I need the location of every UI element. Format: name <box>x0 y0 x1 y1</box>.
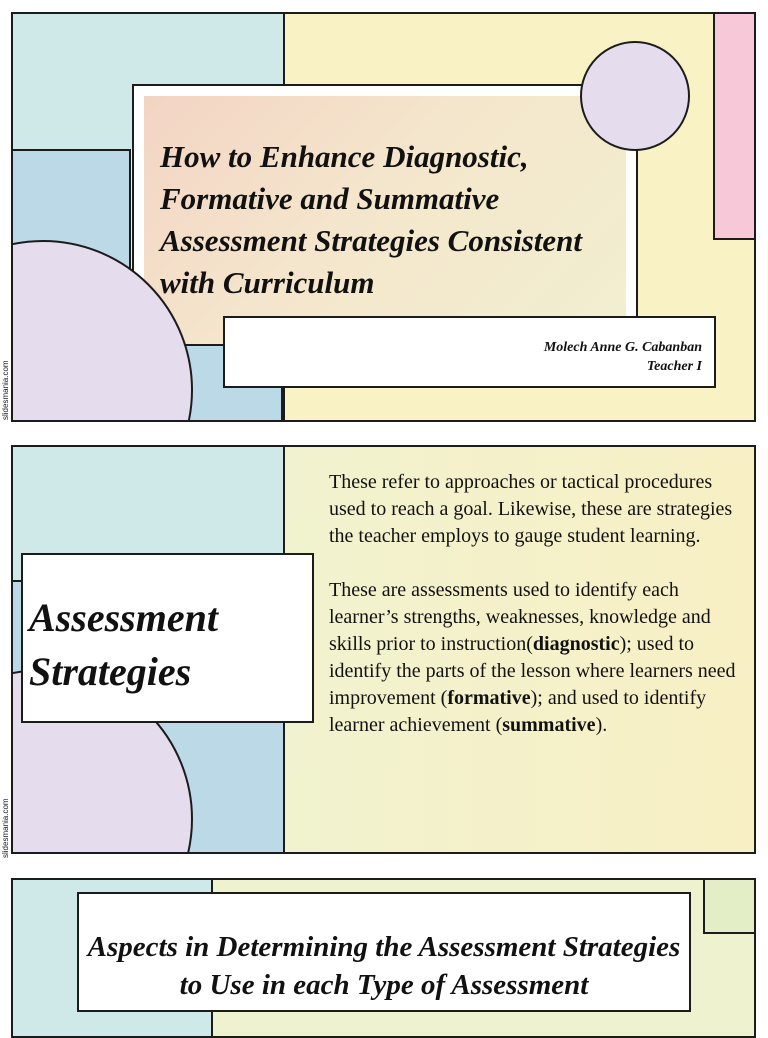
term-diagnostic: diagnostic <box>532 633 620 655</box>
slide-aspects <box>11 878 756 1038</box>
author-role: Teacher I <box>646 359 702 374</box>
slide-heading: Aspects in Determining the Assessment Strategies to Use in each Type of Assessment <box>87 931 681 1001</box>
author-box <box>223 316 716 388</box>
text-segment: ); and used to identify learner achievement ( <box>329 687 707 736</box>
text-segment: ); used to identify the parts of the lesson where learners need improvement ( <box>329 633 736 709</box>
watermark-slide2: slidesmania.com <box>1 798 10 858</box>
slide-title <box>11 12 756 422</box>
watermark-slide1: slidesmania.com <box>1 360 10 420</box>
slide-assessment-strategies <box>11 445 756 854</box>
term-formative: formative <box>447 687 531 709</box>
green-square <box>703 878 756 934</box>
paragraph-definition: These refer to approaches or tactical procedures used to reach a goal. Likewise, these are strategies the teacher employs to gauge student learning. <box>329 471 733 547</box>
title-box <box>132 84 638 346</box>
text-segment: These are assessments used to identify each learner’s strengths, weaknesses, knowledge and skills prior to instruction( <box>329 579 711 655</box>
term-summative: summative <box>502 714 596 736</box>
author-name: Molech Anne G. Cabanban <box>543 340 702 355</box>
heading-box <box>21 553 314 723</box>
pink-strip <box>713 12 756 240</box>
text-segment: ). <box>595 714 608 736</box>
body-text <box>329 469 739 739</box>
paragraph-types <box>329 577 739 739</box>
lavender-circle-small <box>580 41 690 151</box>
slide-title-text: How to Enhance Diagnostic, Formative and Summative Assessment Strategies Consistent with Curriculum <box>160 139 583 300</box>
author-info <box>544 338 702 376</box>
heading-box <box>77 892 691 1012</box>
slide-heading: Assessment Strategies <box>29 595 218 694</box>
